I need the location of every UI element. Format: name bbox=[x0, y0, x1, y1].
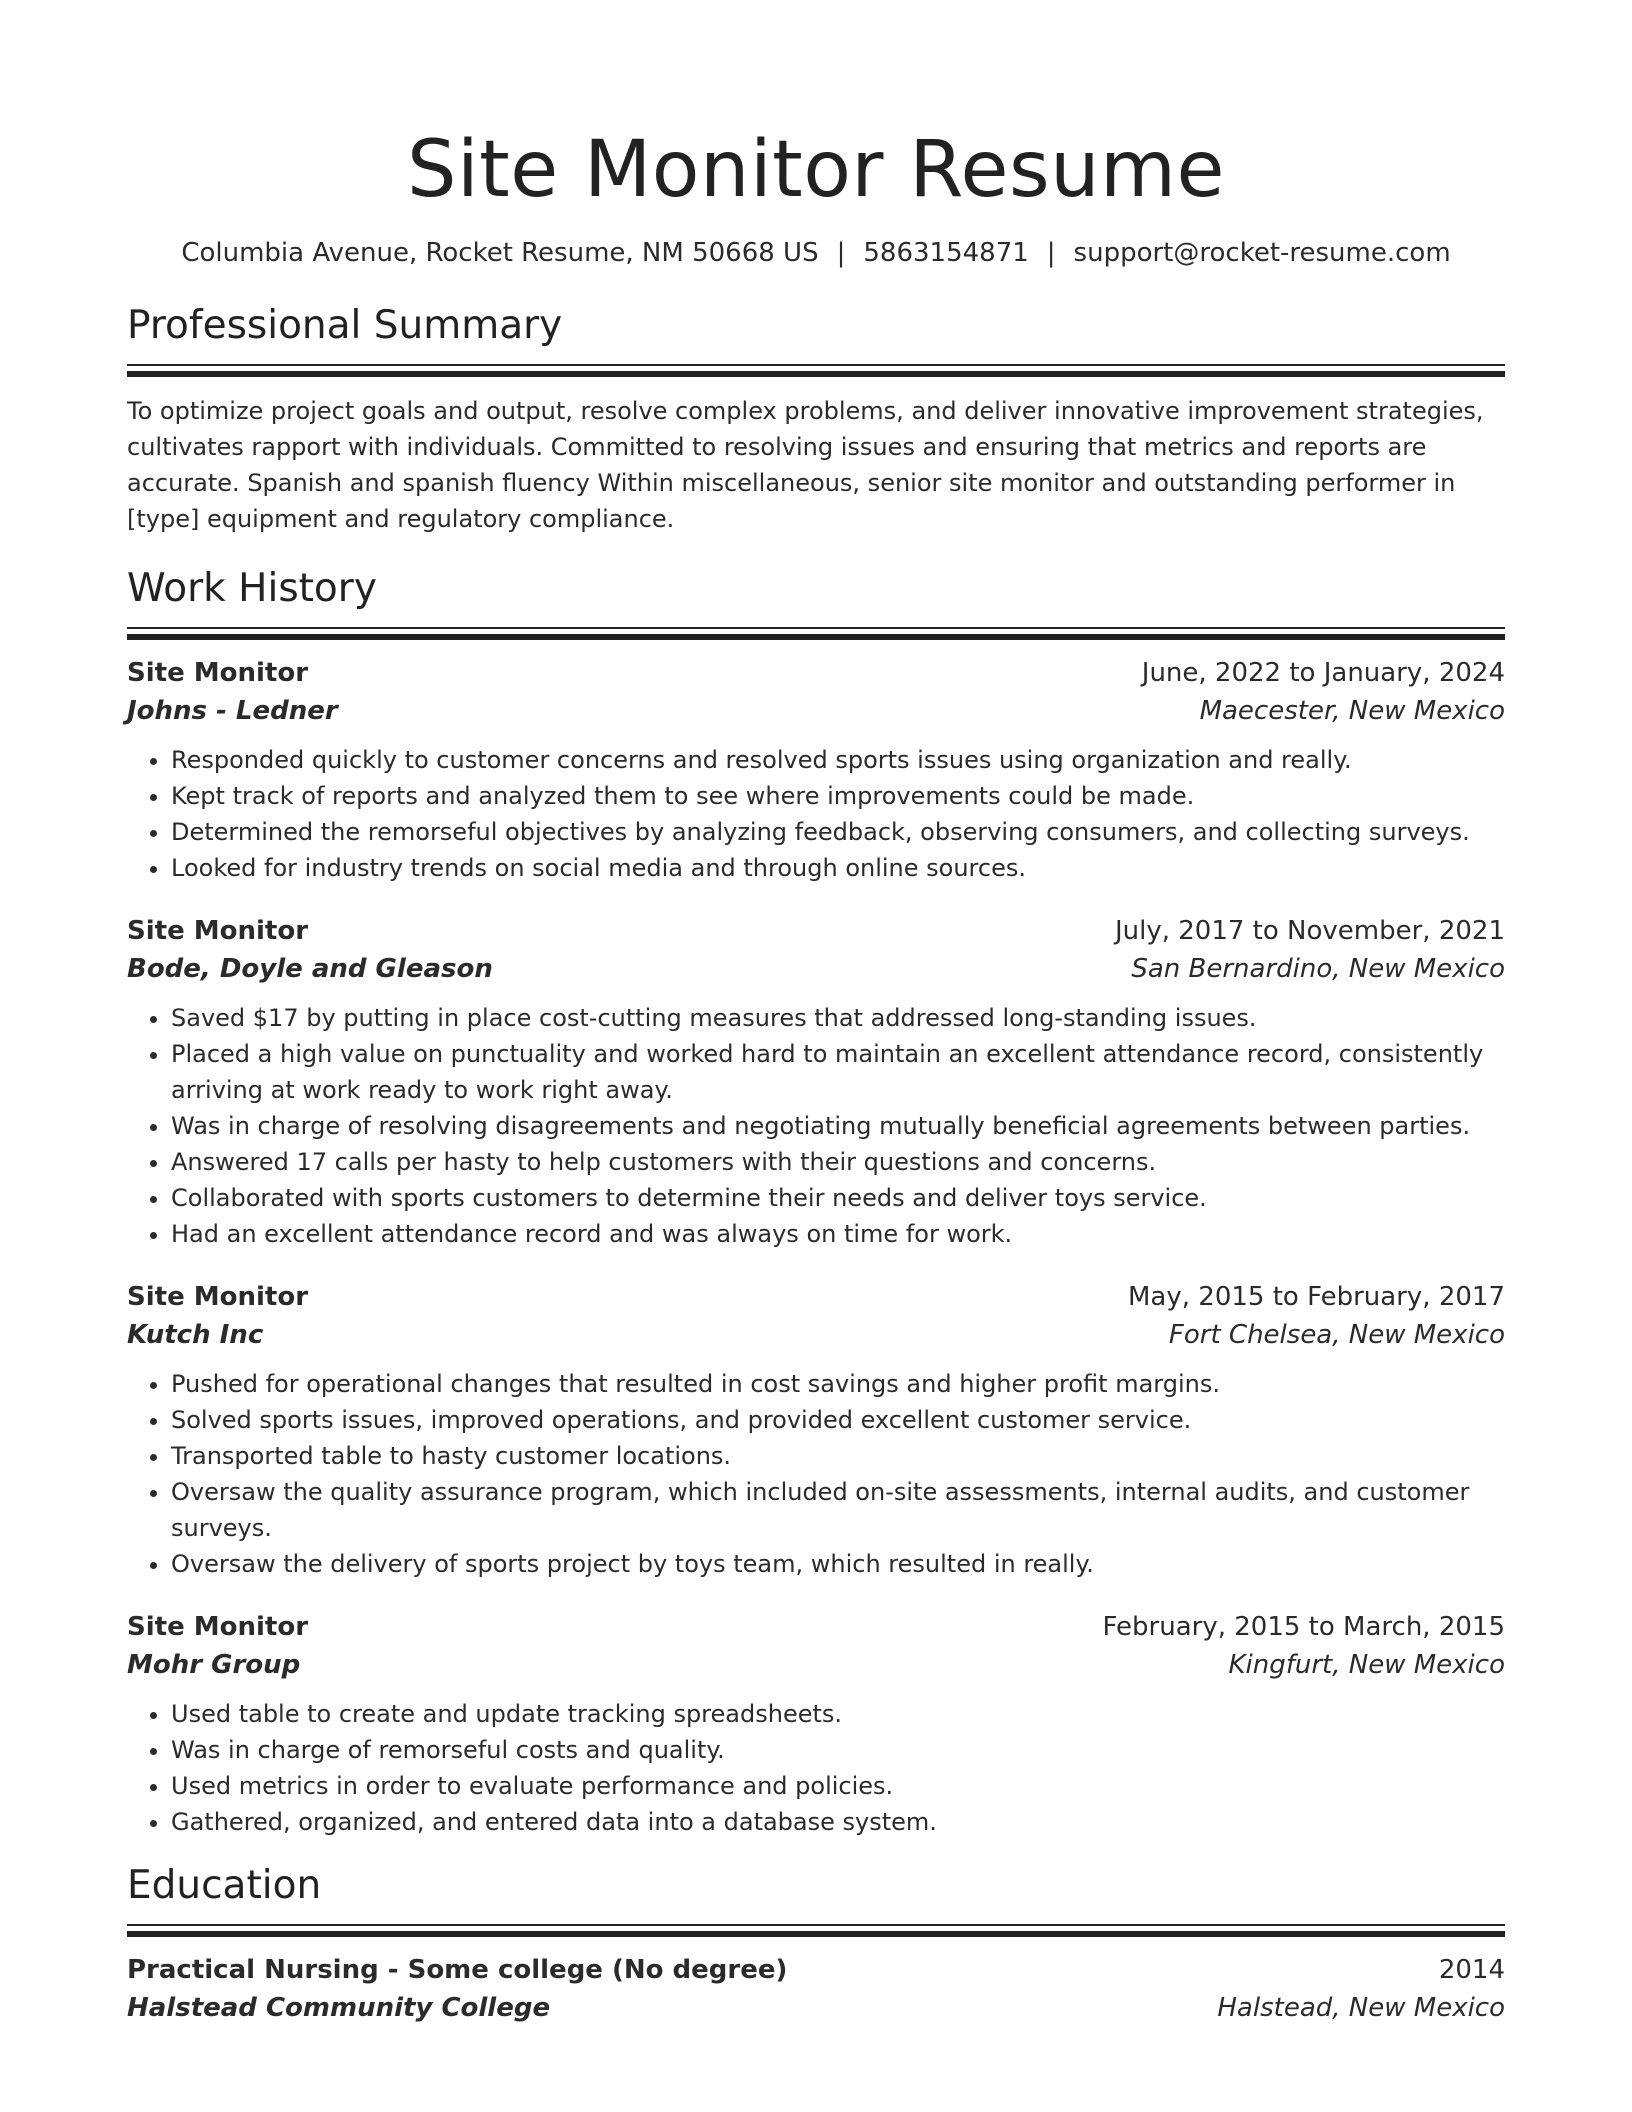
work-history-section bbox=[127, 565, 1505, 1840]
job-bullet: • Looked for industry trends on social media and through online sources. bbox=[171, 850, 1505, 886]
job-title: Site Monitor bbox=[127, 916, 309, 946]
job-entry bbox=[127, 912, 1505, 1252]
job-company: Johns - Ledner bbox=[127, 696, 338, 726]
job-bullet: • Kept track of reports and analyzed them to see where improvements could be made. bbox=[171, 778, 1505, 814]
job-bullet: • Solved sports issues, improved operations, and provided excellent customer service. bbox=[171, 1402, 1505, 1438]
job-bullet: • Pushed for operational changes that resulted in cost savings and higher profit margins. bbox=[171, 1366, 1505, 1402]
summary-text: To optimize project goals and output, resolve complex problems, and deliver innovative improvement strategies, cultivates rapport with individuals. Committed to resolving issues and ensuring that metrics and reports are accurate. Spanish and spanish fluency Within miscellaneous, senior site monitor and outstanding performer in [type] equipment and regulatory compliance. bbox=[127, 397, 1484, 533]
section-divider bbox=[127, 364, 1505, 377]
resume-title: Site Monitor Resume bbox=[406, 125, 1226, 215]
job-dates: June, 2022 to January, 2024 bbox=[1141, 658, 1505, 688]
job-bullet: • Saved $17 by putting in place cost-cutting measures that addressed long-standing issues. bbox=[171, 1000, 1505, 1036]
job-entry bbox=[127, 654, 1505, 886]
job-bullet: • Collaborated with sports customers to determine their needs and deliver toys service. bbox=[171, 1180, 1505, 1216]
job-title: Site Monitor bbox=[127, 1282, 309, 1312]
job-dates: May, 2015 to February, 2017 bbox=[1128, 1282, 1505, 1312]
education-section bbox=[127, 1862, 1505, 2027]
job-bullet: • Used table to create and update tracking spreadsheets. bbox=[171, 1696, 1505, 1732]
education-location: Halstead, New Mexico bbox=[1217, 1993, 1505, 2023]
contact-line bbox=[127, 236, 1505, 270]
job-company: Mohr Group bbox=[127, 1650, 301, 1680]
section-heading-work-history: Work History bbox=[127, 566, 377, 611]
job-location: Maecester, New Mexico bbox=[1199, 696, 1505, 726]
summary-section bbox=[127, 302, 1505, 537]
job-bullet: • Transported table to hasty customer locations. bbox=[171, 1438, 1505, 1474]
job-entry bbox=[127, 1278, 1505, 1582]
contact-address: Columbia Avenue, Rocket Resume, NM 50668 US bbox=[181, 238, 819, 268]
section-heading-summary: Professional Summary bbox=[127, 303, 563, 348]
job-bullet: • Gathered, organized, and entered data into a database system. bbox=[171, 1804, 1505, 1840]
job-company: Kutch Inc bbox=[127, 1320, 264, 1350]
job-bullet: • Oversaw the delivery of sports project by toys team, which resulted in really. bbox=[171, 1546, 1505, 1582]
job-entry bbox=[127, 1608, 1505, 1840]
contact-separator: | bbox=[1046, 238, 1056, 268]
job-bullet: • Was in charge of remorseful costs and quality. bbox=[171, 1732, 1505, 1768]
job-location: Kingfurt, New Mexico bbox=[1228, 1650, 1505, 1680]
contact-separator: | bbox=[836, 238, 846, 268]
contact-email: support@rocket-resume.com bbox=[1073, 238, 1451, 268]
job-location: San Bernardino, New Mexico bbox=[1131, 954, 1505, 984]
education-year: 2014 bbox=[1438, 1955, 1505, 1985]
section-divider bbox=[127, 627, 1505, 640]
job-bullet-list bbox=[127, 1000, 1505, 1252]
job-bullet: • Placed a high value on punctuality and worked hard to maintain an excellent attendance record, consistently arriving at work ready to work right away. bbox=[171, 1036, 1505, 1108]
job-dates: February, 2015 to March, 2015 bbox=[1102, 1612, 1505, 1642]
job-bullet: • Determined the remorseful objectives by analyzing feedback, observing consumers, and collecting surveys. bbox=[171, 814, 1505, 850]
job-bullet: • Was in charge of resolving disagreements and negotiating mutually beneficial agreements between parties. bbox=[171, 1108, 1505, 1144]
job-bullet-list bbox=[127, 1366, 1505, 1582]
job-bullet-list bbox=[127, 742, 1505, 886]
job-bullet: • Answered 17 calls per hasty to help customers with their questions and concerns. bbox=[171, 1144, 1505, 1180]
job-title: Site Monitor bbox=[127, 1612, 309, 1642]
job-dates: July, 2017 to November, 2021 bbox=[1114, 916, 1505, 946]
contact-phone: 5863154871 bbox=[863, 238, 1029, 268]
job-bullet-list bbox=[127, 1696, 1505, 1840]
job-company: Bode, Doyle and Gleason bbox=[127, 954, 493, 984]
education-school: Halstead Community College bbox=[127, 1993, 551, 2023]
job-bullet: • Oversaw the quality assurance program, which included on-site assessments, internal audits, and customer surveys. bbox=[171, 1474, 1505, 1546]
job-title: Site Monitor bbox=[127, 658, 309, 688]
section-heading-education: Education bbox=[127, 1863, 322, 1908]
section-divider bbox=[127, 1924, 1505, 1937]
education-degree: Practical Nursing - Some college (No degree) bbox=[127, 1955, 788, 1985]
resume-page bbox=[127, 0, 1505, 2027]
job-bullet: • Had an excellent attendance record and was always on time for work. bbox=[171, 1216, 1505, 1252]
job-location: Fort Chelsea, New Mexico bbox=[1168, 1320, 1505, 1350]
education-entry bbox=[127, 1951, 1505, 2027]
job-bullet: • Used metrics in order to evaluate performance and policies. bbox=[171, 1768, 1505, 1804]
job-bullet: • Responded quickly to customer concerns and resolved sports issues using organization and really. bbox=[171, 742, 1505, 778]
